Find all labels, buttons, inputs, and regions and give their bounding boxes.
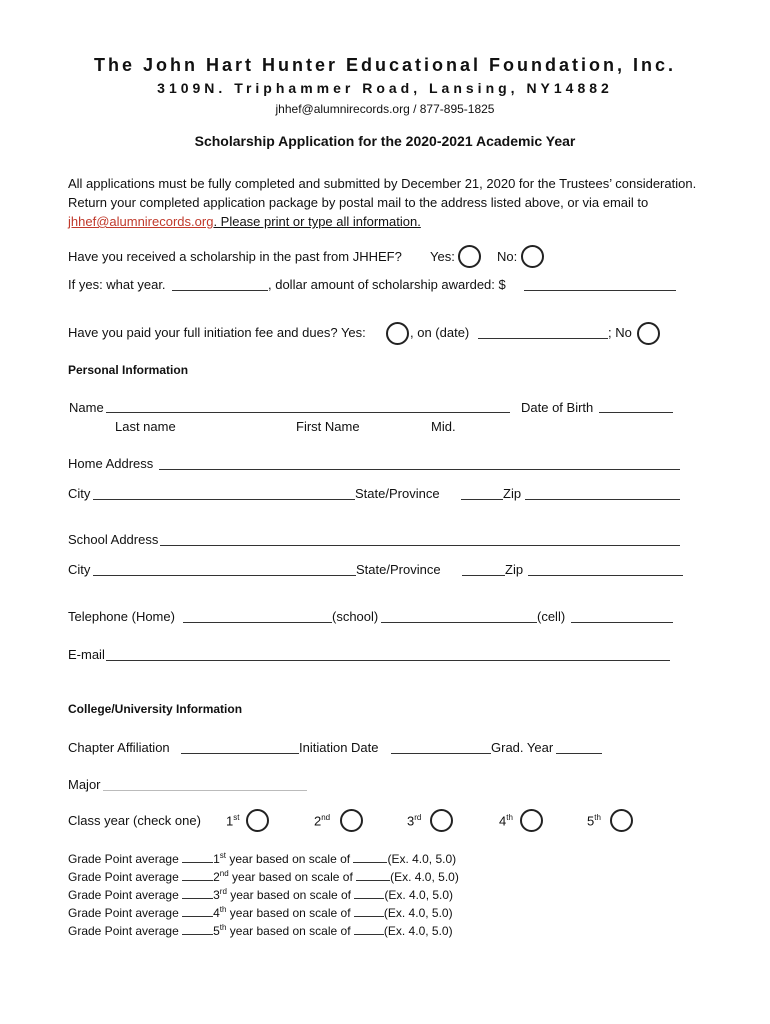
email-label: E-mail: [68, 647, 105, 662]
home-zip-field[interactable]: [525, 487, 680, 500]
gpa-row: Grade Point average 5th year based on scale of (Ex. 4.0, 5.0): [68, 923, 453, 938]
dues-question: Have you paid your full initiation fee and dues? Yes:: [68, 325, 366, 340]
gpa-2-field[interactable]: [182, 868, 213, 881]
last-name-caption: Last name: [115, 419, 176, 434]
gpa-4-field[interactable]: [182, 904, 213, 917]
tel-home-label: Telephone (Home): [68, 609, 175, 624]
scale-3-field[interactable]: [354, 886, 384, 899]
tel-cell-label: (cell): [537, 609, 566, 624]
intro-text-end: . Please print or type all information.: [213, 214, 421, 229]
grad-year-field[interactable]: [556, 741, 602, 754]
school-zip-label: Zip: [505, 562, 524, 577]
personal-info-heading: Personal Information: [68, 363, 189, 377]
major-field[interactable]: [103, 778, 307, 791]
gpa-5-field[interactable]: [182, 922, 213, 935]
college-info-heading: College/University Information: [68, 702, 243, 716]
dues-date-label: , on (date): [410, 325, 470, 340]
dob-field[interactable]: [599, 400, 673, 413]
prior-yes-label: Yes:: [430, 249, 455, 264]
home-state-label: State/Province: [355, 486, 440, 501]
organization-contact: jhhef@alumnirecords.org / 877-895-1825: [275, 102, 495, 116]
class-year-3-radio[interactable]: [430, 809, 453, 832]
school-state-field[interactable]: [462, 563, 505, 576]
home-address-label: Home Address: [68, 456, 154, 471]
dob-label: Date of Birth: [521, 400, 594, 415]
class-year-4-radio[interactable]: [520, 809, 543, 832]
tel-home-field[interactable]: [183, 610, 332, 623]
tel-school-label: (school): [332, 609, 379, 624]
middle-name-caption: Mid.: [431, 419, 456, 434]
intro-text: All applications must be fully completed and submitted by December 21, 2020 for the Trustees’ consideration. Return your completed application package by postal mail to the address listed above, or via email to: [68, 176, 697, 210]
name-field[interactable]: [106, 400, 510, 413]
home-zip-label: Zip: [503, 486, 522, 501]
initiation-label: Initiation Date: [299, 740, 379, 755]
scale-4-field[interactable]: [354, 904, 384, 917]
school-city-label: City: [68, 562, 91, 577]
class-year-1-label: 1st: [226, 813, 240, 829]
dues-date-field[interactable]: [478, 326, 608, 339]
prior-scholarship-question: Have you received a scholarship in the past from JHHEF?: [68, 249, 402, 264]
class-year-5-radio[interactable]: [610, 809, 633, 832]
tel-school-field[interactable]: [381, 610, 537, 623]
class-year-1-radio[interactable]: [246, 809, 269, 832]
prior-amount-field[interactable]: [524, 278, 676, 291]
home-city-field[interactable]: [93, 487, 355, 500]
school-address-label: School Address: [68, 532, 159, 547]
organization-name: The John Hart Hunter Educational Foundation, Inc.: [93, 55, 676, 75]
grad-year-label: Grad. Year: [491, 740, 554, 755]
school-zip-field[interactable]: [528, 563, 683, 576]
gpa-row: Grade Point average 3rd year based on scale of (Ex. 4.0, 5.0): [68, 887, 454, 902]
class-year-2-label: 2nd: [314, 813, 331, 829]
dues-no-label: ; No: [608, 325, 632, 340]
gpa-row: Grade Point average 1st year based on scale of (Ex. 4.0, 5.0): [68, 851, 457, 866]
school-city-field[interactable]: [93, 563, 356, 576]
class-year-label: Class year (check one): [68, 813, 201, 828]
major-label: Major: [68, 777, 101, 792]
home-state-field[interactable]: [461, 487, 503, 500]
chapter-label: Chapter Affiliation: [68, 740, 170, 755]
intro-paragraph: [68, 174, 708, 231]
school-state-label: State/Province: [356, 562, 441, 577]
scale-1-field[interactable]: [353, 850, 387, 863]
email-field[interactable]: [106, 648, 670, 661]
gpa-row: Grade Point average 2nd year based on scale of (Ex. 4.0, 5.0): [68, 869, 459, 884]
organization-address: 3109N. Triphammer Road, Lansing, NY14882: [157, 80, 613, 96]
class-year-2-radio[interactable]: [340, 809, 363, 832]
gpa-3-field[interactable]: [182, 886, 213, 899]
name-label: Name: [69, 400, 104, 415]
application-title: Scholarship Application for the 2020-2021 Academic Year: [194, 133, 576, 149]
school-address-field[interactable]: [160, 533, 680, 546]
tel-cell-field[interactable]: [571, 610, 673, 623]
initiation-field[interactable]: [391, 741, 491, 754]
prior-year-label: If yes: what year.: [68, 277, 166, 292]
home-city-label: City: [68, 486, 91, 501]
gpa-1-field[interactable]: [182, 850, 213, 863]
dues-no-radio[interactable]: [637, 322, 660, 345]
class-year-5-label: 5th: [587, 813, 601, 829]
home-address-field[interactable]: [159, 457, 680, 470]
dues-yes-radio[interactable]: [386, 322, 409, 345]
prior-yes-radio[interactable]: [458, 245, 481, 268]
first-name-caption: First Name: [296, 419, 360, 434]
email-link[interactable]: jhhef@alumnirecords.org: [68, 214, 214, 229]
scale-5-field[interactable]: [354, 922, 384, 935]
class-year-3-label: 3rd: [407, 813, 422, 829]
scale-2-field[interactable]: [356, 868, 390, 881]
chapter-field[interactable]: [181, 741, 299, 754]
prior-year-field[interactable]: [172, 278, 268, 291]
prior-amount-label: , dollar amount of scholarship awarded: $: [268, 277, 506, 292]
prior-no-label: No:: [497, 249, 518, 264]
prior-no-radio[interactable]: [521, 245, 544, 268]
class-year-4-label: 4th: [499, 813, 513, 829]
gpa-row: Grade Point average 4th year based on scale of (Ex. 4.0, 5.0): [68, 905, 453, 920]
